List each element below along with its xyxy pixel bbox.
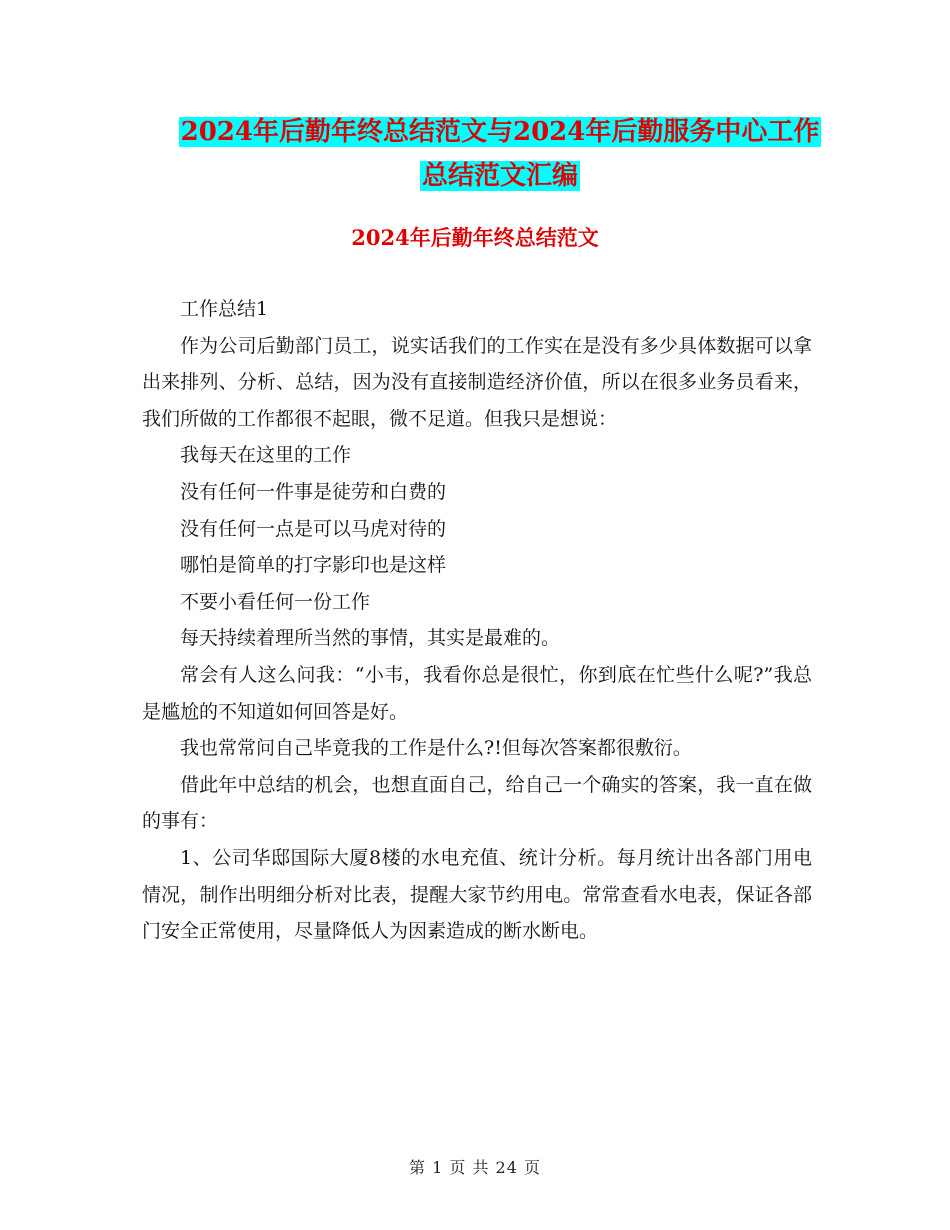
paragraph: 我也常常问自己毕竟我的工作是什么?!但每次答案都很敷衍。 [180,737,692,760]
paragraph: 不要小看任何一份工作 [180,590,371,613]
document-title-line-2: 总结范文汇编 [421,161,578,191]
paragraph: 工作总结1 [180,298,269,320]
paragraph: 借此年中总结的机会，也想直面自己，给自己一个确实的答案，我一直在做的事有： [142,773,812,833]
document-body [142,291,812,950]
paragraph: 我每天在这里的工作 [180,444,352,467]
page-footer: 第 1 页 共 24 页 [409,1158,541,1177]
paragraph: 1、公司华邸国际大厦8楼的水电充值、统计分析。每月统计出各部门用电情况，制作出明细分析对比表，提醒大家节约用电。常常查看水电表，保证各部门安全正常使用，尽量降低人为因素造成的断水断电。 [142,846,812,943]
paragraph: 每天持续着理所当然的事情，其实是最难的。 [180,627,561,650]
section-title: 2024年后勤年终总结范文 [351,225,599,250]
paragraph: 常会有人这么问我：“小韦，我看你总是很忙，你到底在忙些什么呢?”我总是尴尬的不知道如何回答是好。 [142,663,812,723]
paragraph: 没有任何一点是可以马虎对待的 [180,517,447,540]
paragraph: 哪怕是简单的打字影印也是这样 [180,554,447,577]
document-title-line-1: 2024年后勤年终总结范文与2024年后勤服务中心工作 [180,117,820,147]
paragraph: 作为公司后勤部门员工，说实话我们的工作实在是没有多少具体数据可以拿出来排列、分析、总结，因为没有直接制造经济价值，所以在很多业务员看来，我们所做的工作都很不起眼，微不足道。但我只是想说： [142,334,812,430]
paragraph: 没有任何一件事是徒劳和白费的 [180,480,447,503]
document-title [140,110,860,198]
